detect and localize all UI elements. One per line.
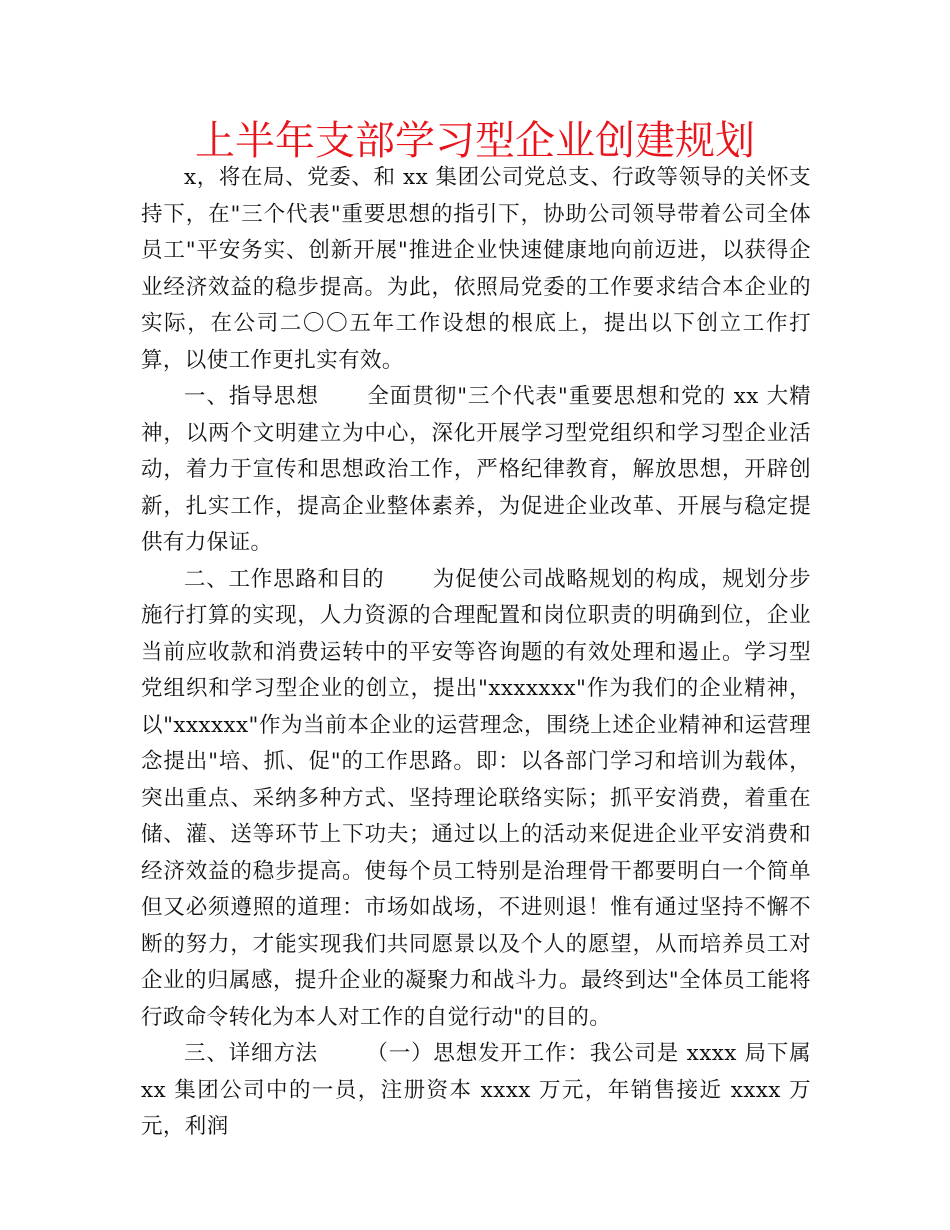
paragraph-text: 为促使公司战略规划的构成，规划分步施行打算的实现，人力资源的合理配置和岗位职责的明确到位，企业当前应收款和消费运转中的平安等咨询题的有效处理和遏止。学习型党组织和学习型企业的创立，提出"xxxxxxx"作为我们的企业精神，以"xxxxxx"作为当前本企业的运营理念，围绕上述企业精神和运营理念提出"培、抓、促"的工作思路。即：以各部门学习和培训为载体，突出重点、采纳多种方式、坚持理论联络实际；抓平安消费，着重在储、灌、送等环节上下功夫；通过以上的活动来促进企业平安消费和经济效益的稳步提高。使每个员工特别是治理骨干都要明白一个简单但又必须遵照的道理：市场如战场，不进则退！惟有通过坚持不懈不断的努力，才能实现我们共同愿景以及个人的愿望，从而培养员工对企业的归属感，提升企业的凝聚力和战斗力。最终到达"全体员工能将行政命令转化为本人对工作的自觉行动"的目的。 [141,566,811,1030]
paragraph-intro [141,160,811,379]
paragraph-work-approach [141,562,811,1037]
document-body [141,160,811,1146]
section-heading: 二、工作思路和目的 [184,566,385,592]
paragraph-text: 全面贯彻"三个代表"重要思想和党的 xx 大精神，以两个文明建立为中心，深化开展学习型党组织和学习型企业活动，着力于宣传和思想政治工作，严格纪律教育，解放思想，开辟创新，扎实工作，提高企业整体素养，为促进企业改革、开展与稳定提供有力保证。 [141,384,811,555]
paragraph-text: （一）思想发开工作：我公司是 xxxx 局下属 xx 集团公司中的一员，注册资本 xxxx 万元，年销售接近 xxxx 万元，利润 [141,1041,812,1139]
section-heading: 一、指导思想 [184,384,319,409]
paragraph-guiding-thought [141,379,811,562]
paragraph-text: x，将在局、党委、和 xx 集团公司党总支、行政等领导的关怀支持下，在"三个代表"重要思想的指引下，协助公司领导带着公司全体员工"平安务实、创新开展"推进企业快速健康地向前迈进，以获得企业经济效益的稳步提高。为此，依照局党委的工作要求结合本企业的实际，在公司二〇〇五年工作设想的根底上，提出以下创立工作打算，以使工作更扎实有效。 [141,165,811,373]
paragraph-detailed-methods [141,1036,811,1146]
section-heading: 三、详细方法 [184,1041,318,1066]
document-title: 上半年支部学习型企业创建规划 [195,118,755,164]
